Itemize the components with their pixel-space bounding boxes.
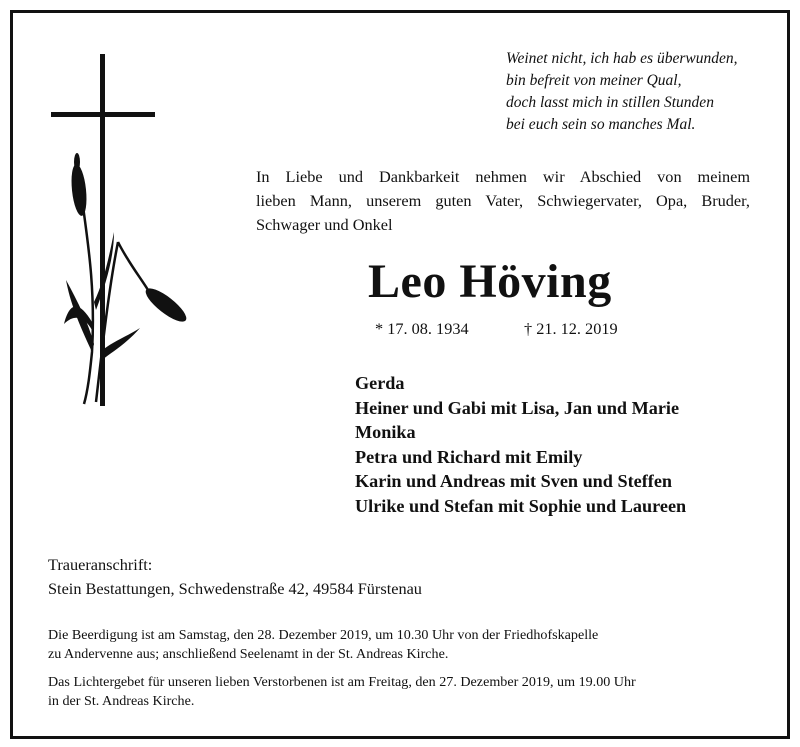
intro-line: In Liebe und Dankbarkeit nehmen wir Abschied von meinem bbox=[256, 167, 750, 186]
address-label: Traueranschrift: bbox=[48, 555, 153, 574]
notice-line: in der St. Andreas Kirche. bbox=[48, 693, 195, 709]
birth-date: * 17. 08. 1934 bbox=[375, 319, 469, 338]
poem bbox=[506, 48, 737, 136]
intro-text bbox=[256, 165, 750, 237]
family-list bbox=[355, 371, 686, 519]
address-line: Stein Bestattungen, Schwedenstraße 42, 49584 Fürstenau bbox=[48, 579, 422, 598]
family-entry: Karin und Andreas mit Sven und Steffen bbox=[355, 471, 673, 492]
poem-line: bei euch sein so manches Mal. bbox=[506, 116, 696, 133]
poem-line: Weinet nicht, ich hab es überwunden, bbox=[506, 50, 738, 67]
family-entry: Heiner und Gabi mit Lisa, Jan und Marie bbox=[355, 397, 680, 418]
intro-line: Schwager und Onkel bbox=[256, 215, 393, 234]
family-entry: Monika bbox=[355, 422, 416, 443]
deceased-name: Leo Höving bbox=[368, 255, 612, 308]
notice-line: Das Lichtergebet für unseren lieben Verstorbenen ist am Freitag, den 27. Dezember 2019, um 19.00 Uhr bbox=[48, 674, 636, 690]
mourning-address bbox=[48, 553, 422, 601]
cross-with-wheat-icon bbox=[48, 52, 198, 412]
family-entry: Gerda bbox=[355, 373, 405, 393]
funeral-notice bbox=[48, 626, 750, 664]
family-entry: Ulrike und Stefan mit Sophie und Laureen bbox=[355, 495, 687, 516]
family-entry: Petra und Richard mit Emily bbox=[355, 446, 583, 467]
notice-line: Die Beerdigung ist am Samstag, den 28. Dezember 2019, um 10.30 Uhr von der Friedhofskapelle bbox=[48, 627, 599, 643]
poem-line: doch lasst mich in stillen Stunden bbox=[506, 94, 714, 111]
poem-line: bin befreit von meiner Qual, bbox=[506, 72, 682, 89]
death-date: † 21. 12. 2019 bbox=[524, 319, 618, 338]
notice-line: zu Andervenne aus; anschließend Seelenamt in der St. Andreas Kirche. bbox=[48, 646, 449, 662]
prayer-notice bbox=[48, 673, 750, 711]
intro-line: lieben Mann, unserem guten Vater, Schwiegervater, Opa, Bruder, bbox=[256, 191, 750, 210]
